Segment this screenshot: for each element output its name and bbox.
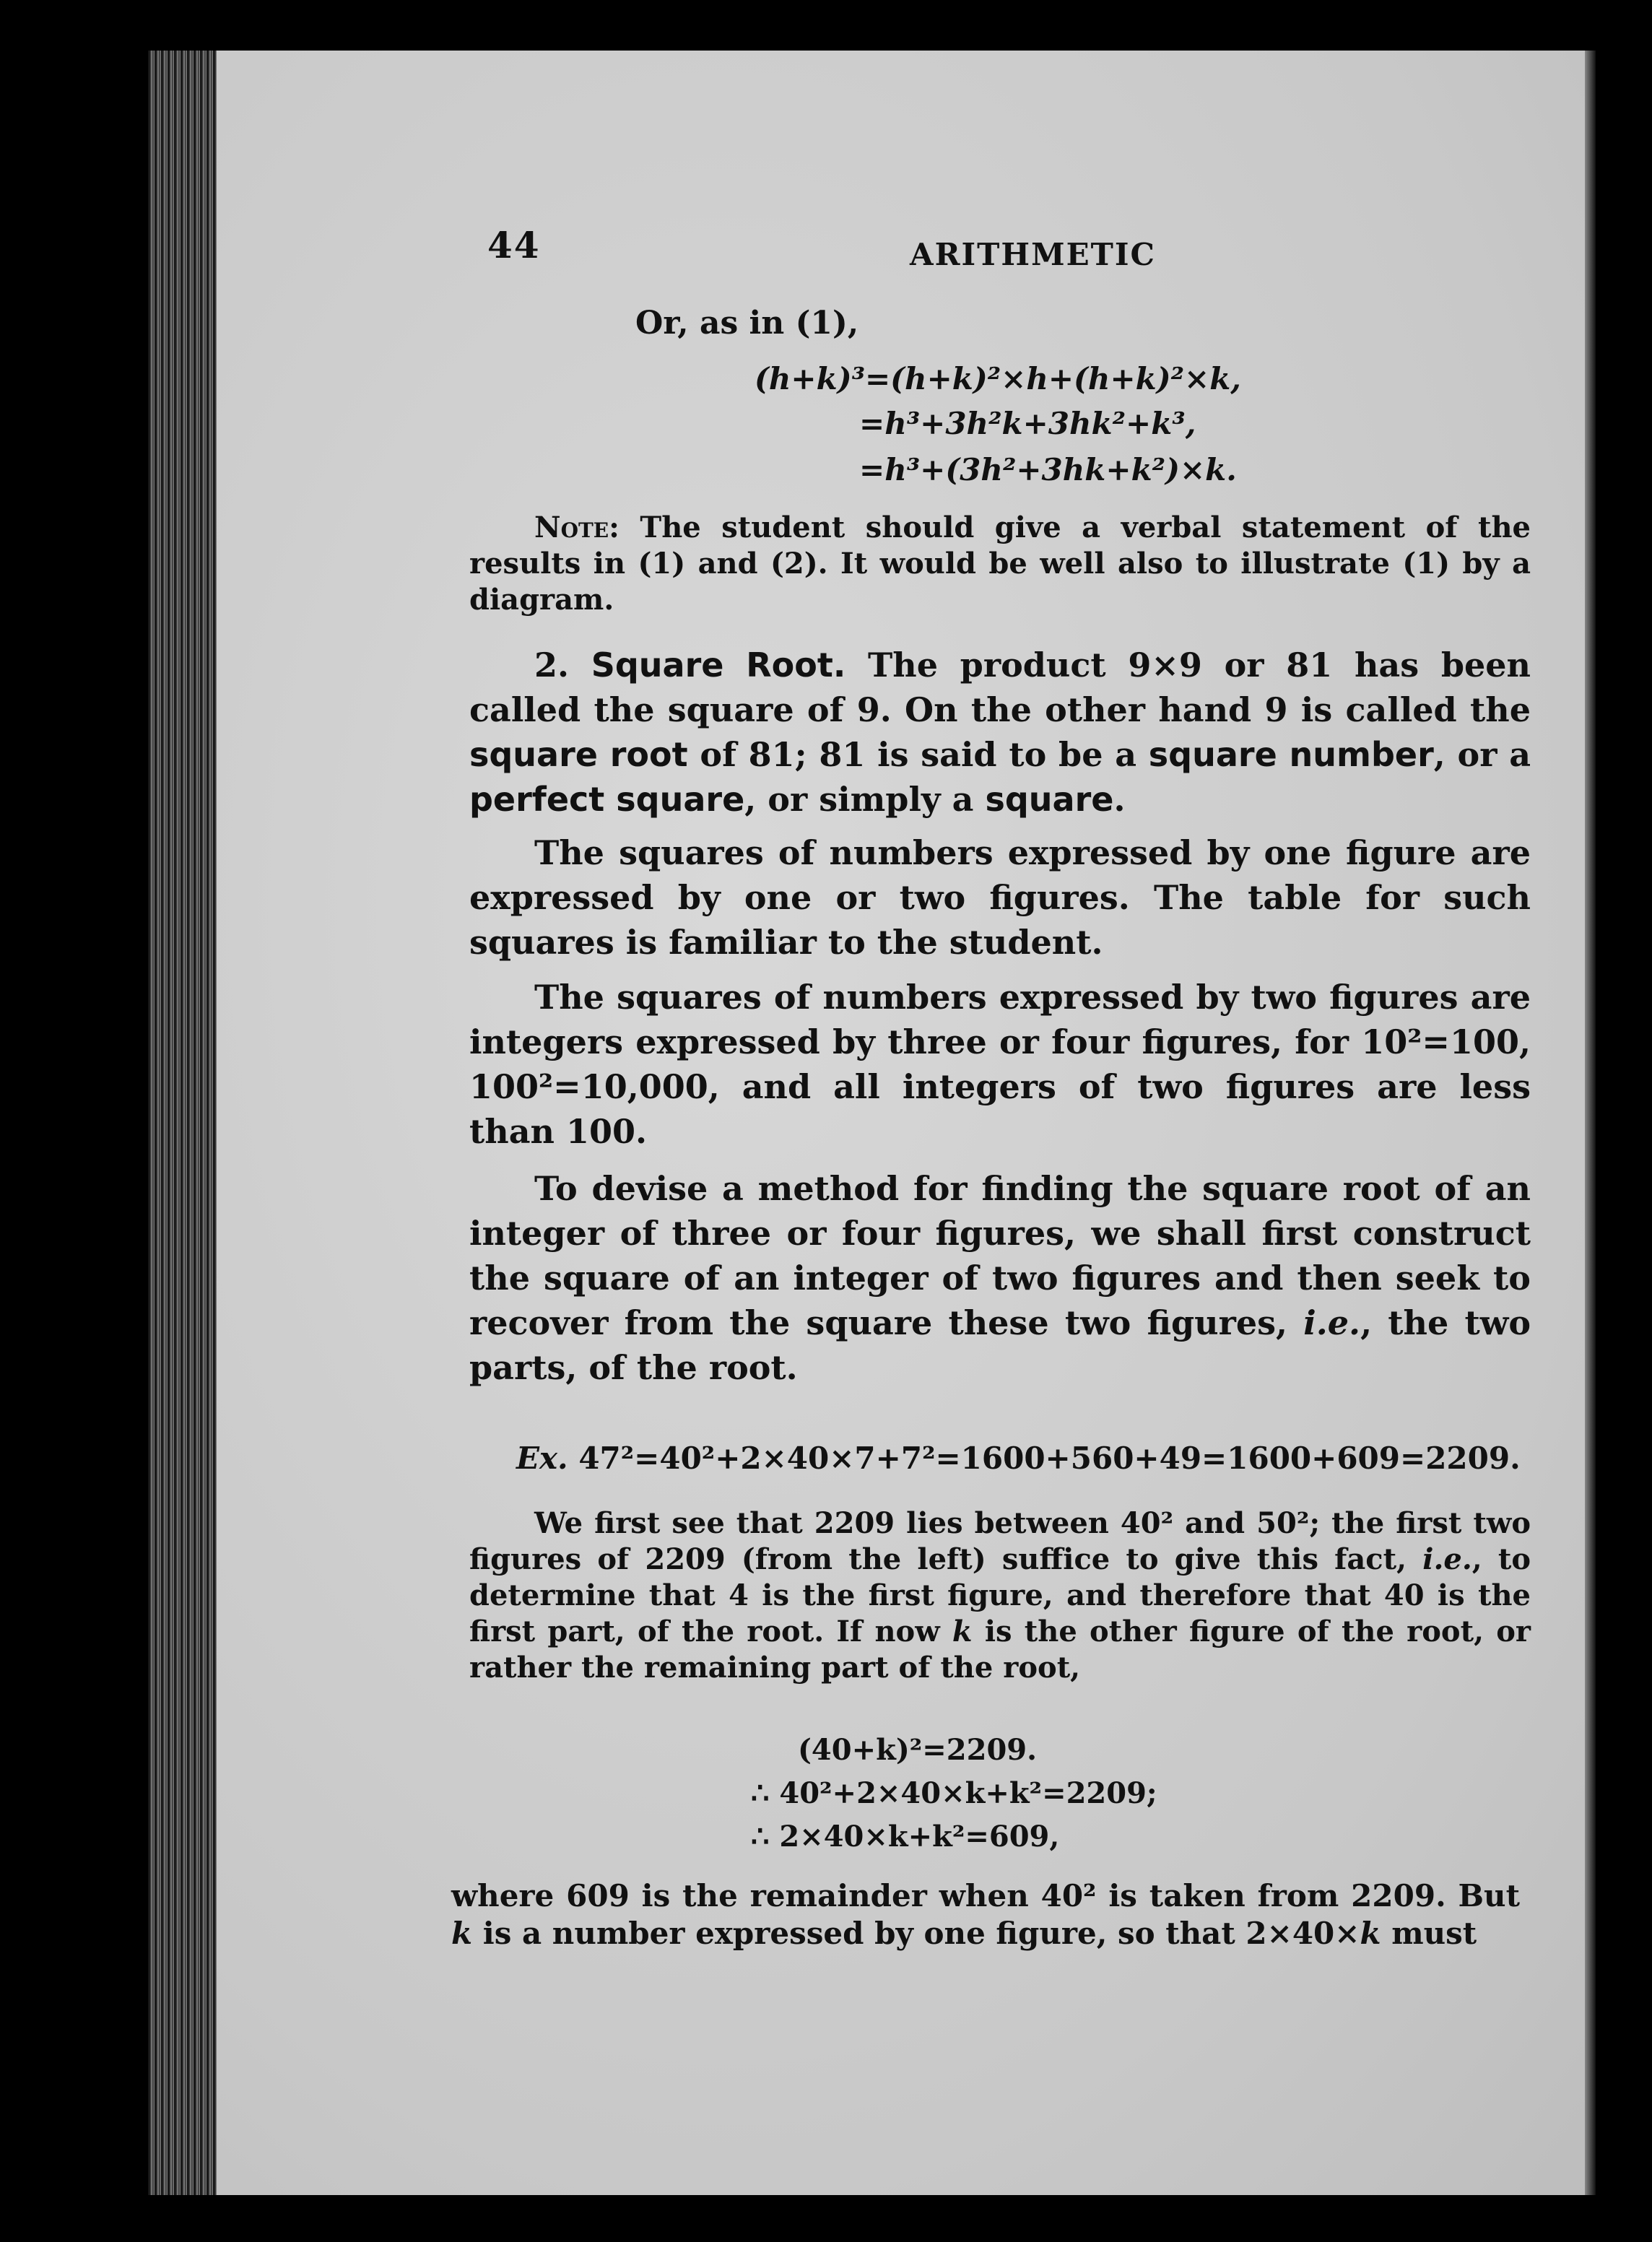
term-perfect-square: perfect square xyxy=(469,780,745,819)
term-square: square xyxy=(985,780,1114,819)
term-square-root: square root xyxy=(469,735,688,774)
explanation-ie: i.e. xyxy=(1422,1542,1472,1576)
section-2-paragraph-3: The squares of numbers expressed by two figures are integers expressed by three or four figures, for 10²=100, 100²=10,000, and all integers of two figures are less than 100. xyxy=(469,978,1531,1151)
p4-ie: i.e. xyxy=(1303,1303,1361,1342)
note-label: Note: xyxy=(534,510,620,544)
running-title: ARITHMETIC xyxy=(910,237,1156,272)
note-paragraph xyxy=(469,510,1531,618)
closing-k-2: k xyxy=(1360,1916,1381,1951)
section-2-paragraph-2: The squares of numbers expressed by one figure are expressed by one or two figures. The table for such squares is familiar to the student. xyxy=(469,833,1531,962)
p1-text-b: of 81; 81 is said to be a xyxy=(700,735,1137,774)
section-heading: Square Root. xyxy=(591,646,846,685)
scanned-page xyxy=(148,51,1596,2195)
expansion-line-2: =h³+3h²k+3hk²+k³, xyxy=(859,406,1196,441)
intro-label: Or, as in (1), xyxy=(635,305,859,342)
example-equation: 47²=40²+2×40×7+7²=1600+560+49=1600+609=2209. xyxy=(578,1441,1521,1476)
closing-text-a: where 609 is the remainder when 40² is taken from 2209. But xyxy=(451,1878,1520,1913)
page-gutter xyxy=(148,51,217,2195)
example-line xyxy=(516,1441,1521,1476)
section-2-paragraph-4 xyxy=(469,1166,1531,1390)
derivation-line-1: (40+k)²=2209. xyxy=(798,1733,1038,1767)
example-label: Ex. xyxy=(516,1441,568,1476)
p4-text-b: , the two parts, of the root. xyxy=(469,1303,1531,1387)
derivation-line-2: ∴ 40²+2×40×k+k²=2209; xyxy=(751,1776,1157,1810)
explanation-text-b: , to determine that 4 is the first figure, and therefore that 40 is the first part, of the root. If now xyxy=(469,1542,1531,1648)
p1-text-c: , or a xyxy=(1433,735,1531,774)
page-number: 44 xyxy=(487,224,541,266)
page-right-edge xyxy=(1585,51,1596,2195)
expansion-line-1: (h+k)³=(h+k)²×h+(h+k)²×k, xyxy=(755,361,1241,396)
term-square-number: square number xyxy=(1148,735,1434,774)
closing-k: k xyxy=(451,1916,473,1951)
explanation-k: k xyxy=(952,1615,973,1648)
closing-paragraph xyxy=(451,1877,1520,1952)
explanation-paragraph xyxy=(469,1505,1531,1686)
section-2-paragraph-1 xyxy=(469,643,1531,822)
closing-text-b: is a number expressed by one figure, so that 2×40× xyxy=(482,1916,1360,1951)
closing-text-c: must xyxy=(1391,1916,1477,1951)
p1-text-e: . xyxy=(1113,780,1126,819)
derivation-line-3: ∴ 2×40×k+k²=609, xyxy=(751,1820,1060,1854)
p1-text-a: The product 9×9 or 81 has been called the square of 9. On the other hand 9 is called the xyxy=(469,646,1531,729)
expansion-line-3: =h³+(3h²+3hk+k²)×k. xyxy=(859,452,1237,487)
note-text: The student should give a verbal statement of the results in (1) and (2). It would be well also to illustrate (1) by a diagram. xyxy=(469,510,1531,617)
p4-text-a: To devise a method for finding the square root of an integer of three or four figures, we shall first construct the square of an integer of two figures and then seek to recover from the square these two figures, xyxy=(469,1169,1531,1342)
p1-text-d: , or simply a xyxy=(744,780,974,819)
explanation-text-c: is the other figure of the root, or rather the remaining part of the root, xyxy=(469,1615,1531,1685)
explanation-text-a: We first see that 2209 lies between 40² and 50²; the first two figures of 2209 (from the left) suffice to give this fact, xyxy=(469,1506,1531,1576)
section-number: 2. xyxy=(534,646,570,685)
